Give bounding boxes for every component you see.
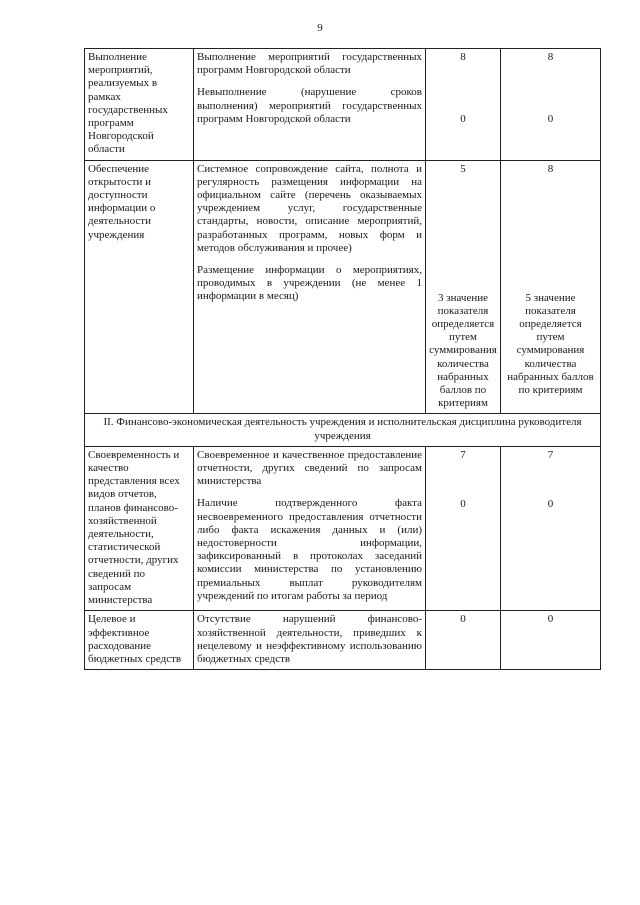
- score-cell: [426, 446, 501, 610]
- criterion-cell: Выполнение мероприятий, реализуемых в рамках государственных программ Новгородской области: [85, 49, 194, 161]
- score-value: 8: [460, 51, 466, 63]
- score-cell: [501, 49, 601, 161]
- score-value: 8: [547, 162, 554, 175]
- section-header-row: [85, 414, 601, 446]
- score-cell: [501, 446, 601, 610]
- indicator-cell: [194, 446, 426, 610]
- indicator-text: Наличие подтвержденного факта несвоевременного предоставления отчетности либо факта искажения данных и (или) недостоверности информации, зафиксированный в протоколах заседаний комиссии министерства по установлению премиальных выплат руководителям учреждений по итогам работы за период: [197, 497, 422, 602]
- score-cell: [501, 611, 601, 670]
- indicator-text: Размещение информации о мероприятиях, проводимых в учреждении (не менее 1 информации в месяц): [197, 264, 422, 303]
- indicator-text: Отсутствие нарушений финансово-хозяйственной деятельности, приведших к нецелевому и неэффективному использованию бюджетных средств: [197, 613, 422, 665]
- score-value: 0: [460, 613, 466, 626]
- score-value: 8: [547, 51, 554, 63]
- score-value: 7: [460, 448, 466, 461]
- indicator-cell: [194, 49, 426, 161]
- score-note: 3 значение показателя определяется путем суммирования количества набранных баллов по критериям: [429, 291, 497, 410]
- score-value: 0: [460, 113, 466, 125]
- indicator-text: Своевременное и качественное предоставление отчетности, других сведений по запросам министерства: [197, 448, 422, 488]
- table-row: [85, 160, 601, 414]
- indicator-cell: [194, 160, 426, 414]
- indicator-cell: [194, 611, 426, 670]
- score-value: 0: [547, 497, 554, 510]
- table-row: [85, 49, 601, 161]
- page-number: 9: [317, 22, 323, 34]
- criterion-cell: Своевременность и качество представления всех видов отчетов, планов финансово-хозяйственной деятельности, статистической отчетности, других сведений по запросам министерства: [85, 446, 194, 610]
- indicator-text: Невыполнение (нарушение сроков выполнения) мероприятий государственных программ Новгородской области: [197, 86, 422, 125]
- section-title: II. Финансово-экономическая деятельность учреждения и исполнительская дисциплина руководителя учреждения: [85, 414, 601, 446]
- score-value: 0: [460, 497, 466, 510]
- indicator-text: Выполнение мероприятий государственных программ Новгородской области: [197, 51, 422, 77]
- table-row: [85, 611, 601, 670]
- criterion-cell: Обеспечение открытости и доступности информации о деятельности учреждения: [85, 160, 194, 414]
- score-value: 7: [547, 448, 554, 461]
- score-cell: [426, 49, 501, 161]
- score-value: 0: [547, 613, 554, 626]
- score-cell: [426, 160, 501, 414]
- score-value: 0: [547, 113, 554, 125]
- indicator-text: Системное сопровождение сайта, полнота и регулярность размещения информации на официальном сайте (перечень оказываемых учреждением услуг, государственные стандарты, новости, описание мероприятий, разработанных программ, новых форм и методов обслуживания и прочее): [197, 162, 422, 254]
- score-cell: [426, 611, 501, 670]
- score-note: 5 значение показателя определяется путем суммирования количества набранных баллов по критериям: [507, 291, 594, 397]
- table-row: [85, 446, 601, 610]
- criteria-table: [84, 48, 601, 670]
- criterion-cell: Целевое и эффективное расходование бюджетных средств: [85, 611, 194, 670]
- score-cell: [501, 160, 601, 414]
- score-value: 5: [460, 162, 466, 175]
